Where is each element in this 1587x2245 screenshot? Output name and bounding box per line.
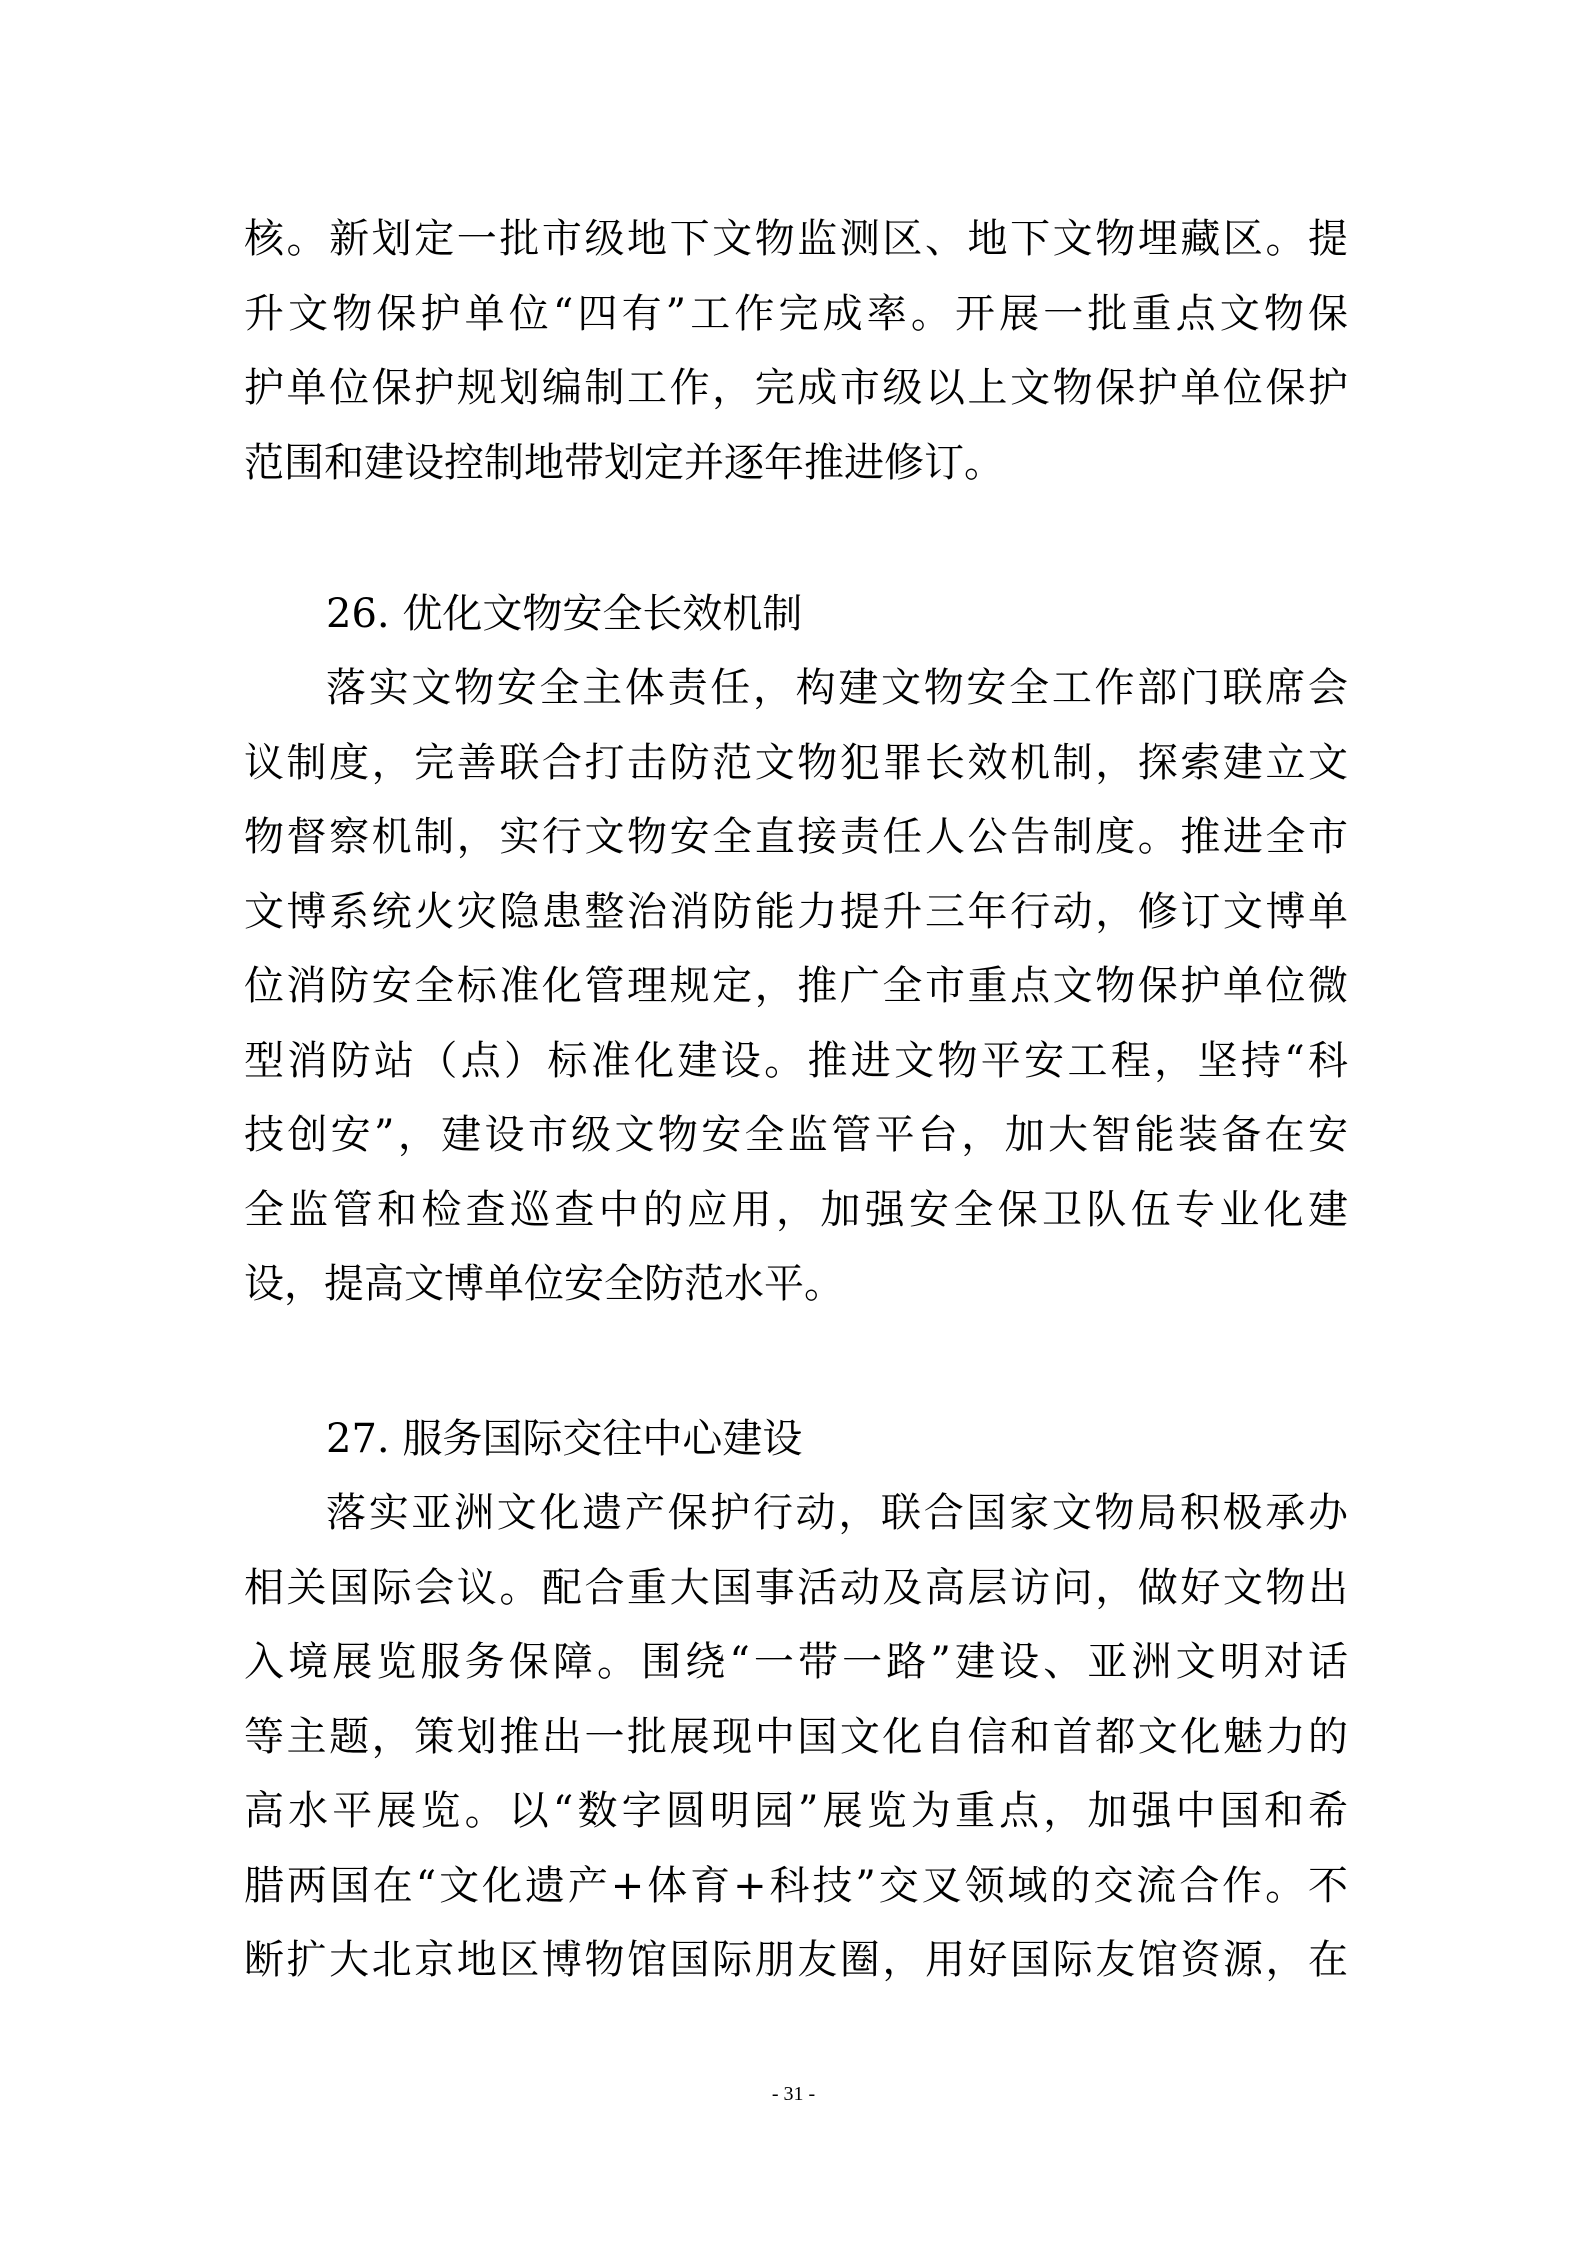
paragraph-continuation: [244, 202, 1348, 500]
text-line: 落实文物安全主体责任，构建文物安全工作部门联席会: [326, 665, 1348, 711]
text-line: 核。新划定一批市级地下文物监测区、地下文物埋藏区。提: [244, 216, 1348, 262]
page-number: - 31 -: [771, 2083, 816, 2105]
text-line: 设，提高文博单位安全防范水平。: [244, 1261, 844, 1307]
text-line: 升文物保护单位“四有”工作完成率。开展一批重点文物保: [244, 290, 1348, 337]
text-line: 高水平展览。以“数字圆明园”展览为重点，加强中国和希: [244, 1788, 1348, 1834]
text-line: 落实亚洲文化遗产保护行动，联合国家文物局积极承办: [326, 1490, 1348, 1536]
section-26-body: [244, 651, 1348, 1322]
text-line: 腊两国在“文化遗产+体育+科技”交叉领域的交流合作。不: [244, 1862, 1348, 1909]
text-line: 等主题，策划推出一批展现中国文化自信和首都文化魅力的: [244, 1713, 1348, 1760]
text-line: 入境展览服务保障。围绕“一带一路”建设、亚洲文明对话: [244, 1639, 1348, 1685]
text-line: 全监管和检查巡查中的应用，加强安全保卫队伍专业化建: [244, 1186, 1348, 1233]
section-heading-27: 27. 服务国际交往中心建设: [326, 1416, 803, 1462]
text-line: 相关国际会议。配合重大国事活动及高层访问，做好文物出: [244, 1564, 1348, 1611]
text-line: 护单位保护规划编制工作，完成市级以上文物保护单位保护: [244, 365, 1348, 411]
section-27-body: [244, 1476, 1348, 1998]
text-line: 技创安”，建设市级文物安全监管平台，加大智能装备在安: [244, 1112, 1348, 1158]
section-heading-26: 26. 优化文物安全长效机制: [326, 591, 803, 637]
text-line: 断扩大北京地区博物馆国际朋友圈，用好国际友馆资源，在: [244, 1937, 1348, 1983]
text-line: 范围和建设控制地带划定并逐年推进修订。: [244, 439, 1004, 486]
text-line: 议制度，完善联合打击防范文物犯罪长效机制，探索建立文: [244, 739, 1348, 786]
text-line: 物督察机制，实行文物安全直接责任人公告制度。推进全市: [244, 814, 1348, 860]
text-line: 文博系统火灾隐患整治消防能力提升三年行动，修订文博单: [244, 888, 1348, 935]
text-line: 型消防站（点）标准化建设。推进文物平安工程，坚持“科: [244, 1037, 1348, 1084]
text-line: 位消防安全标准化管理规定，推广全市重点文物保护单位微: [244, 963, 1348, 1009]
